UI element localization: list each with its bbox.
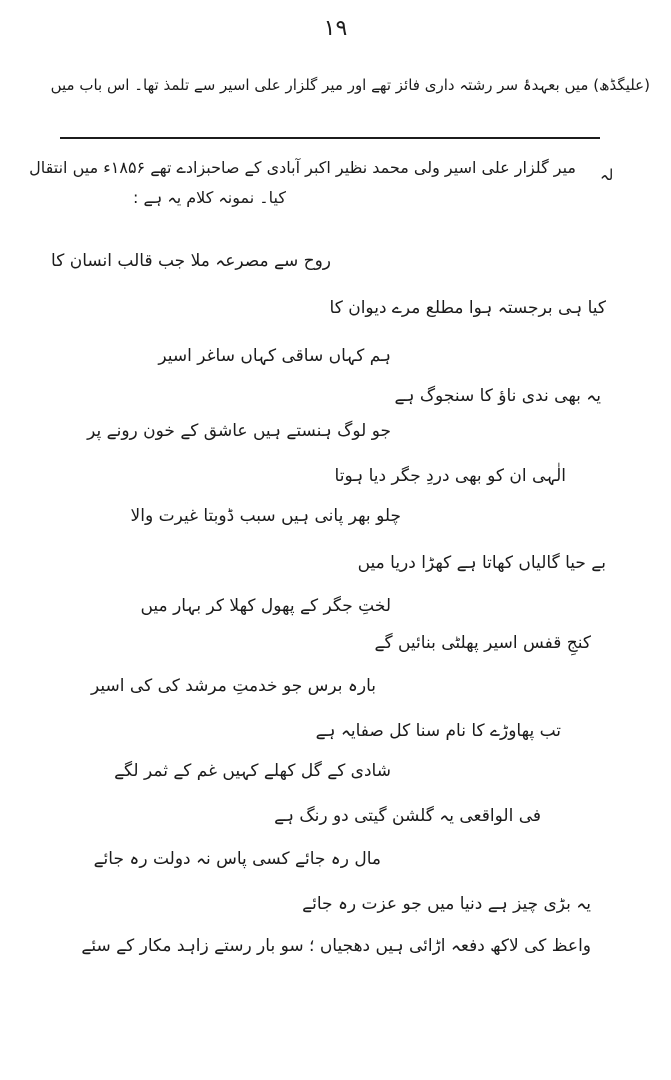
verse-line: بے حیا گالیاں کھاتا ہے کھڑا دریا میں	[357, 553, 606, 573]
verse-line: لختِ جگر کے پھول کھلا کر بہار میں	[140, 596, 391, 616]
verse-line: بارہ برس جو خدمتِ مرشد کی کی اسیر	[91, 676, 376, 696]
footnote-divider	[60, 137, 600, 139]
verse-line: یہ بڑی چیز ہے دنیا میں جو عزت رہ جائے	[302, 894, 591, 914]
verse-line: چلو بھر پانی ہیں سبب ڈوبتا غیرت والا	[130, 506, 401, 526]
footnote-intro-line-1: میر گلزار علی اسیر ولی محمد نظیر اکبر آبادی کے صاحبزادے تھے ۱۸۵۶ء میں انتقال	[29, 158, 576, 177]
verse-line: کیا ہی برجستہ ہوا مطلع مرے دیوان کا	[329, 298, 606, 318]
verse-line: تب پھاوڑے کا نام سنا کل صفایہ ہے	[315, 721, 561, 741]
verse-line: روح سے مصرعہ ملا جب قالب انسان کا	[51, 251, 331, 271]
verse-line: واعظ کی لاکھ دفعہ اڑائی ہیں دھجیاں ؛ سو بار رستے زاہد مکار کے سئے	[81, 936, 591, 956]
verse-line: یہ بھی ندی ناؤ کا سنجوگ ہے	[394, 386, 601, 406]
verse-line: فی الواقعی یہ گلشن گیتی دو رنگ ہے	[274, 806, 541, 826]
verse-line: مال رہ جائے کسی پاس نہ دولت رہ جائے	[93, 849, 381, 869]
verse-line: ہم کہاں ساقی کہاں ساغر اسیر	[158, 346, 391, 366]
verse-line: الٰہی ان کو بھی دردِ جگر دیا ہوتا	[334, 466, 566, 486]
verse-line: شادی کے گل کھلے کہیں غم کے ثمر لگے	[114, 761, 391, 781]
verse-line: جو لوگ ہنستے ہیں عاشق کے خون رونے پر	[87, 421, 391, 441]
footnote-intro-line-2: کیا۔ نمونہ کلام یہ ہے :	[133, 188, 286, 207]
verse-line: کنجِ قفس اسیر پھلٹی بنائیں گے	[374, 633, 591, 653]
page-number: ۱۹	[323, 16, 348, 41]
header-line: (علیگڈھ) میں بعہدۂ سر رشتہ داری فائز تھے اور میر گلزار علی اسیر سے تلمذ تھا۔ اس باب میں	[50, 76, 650, 94]
footnote-marker: لہ	[600, 166, 614, 184]
